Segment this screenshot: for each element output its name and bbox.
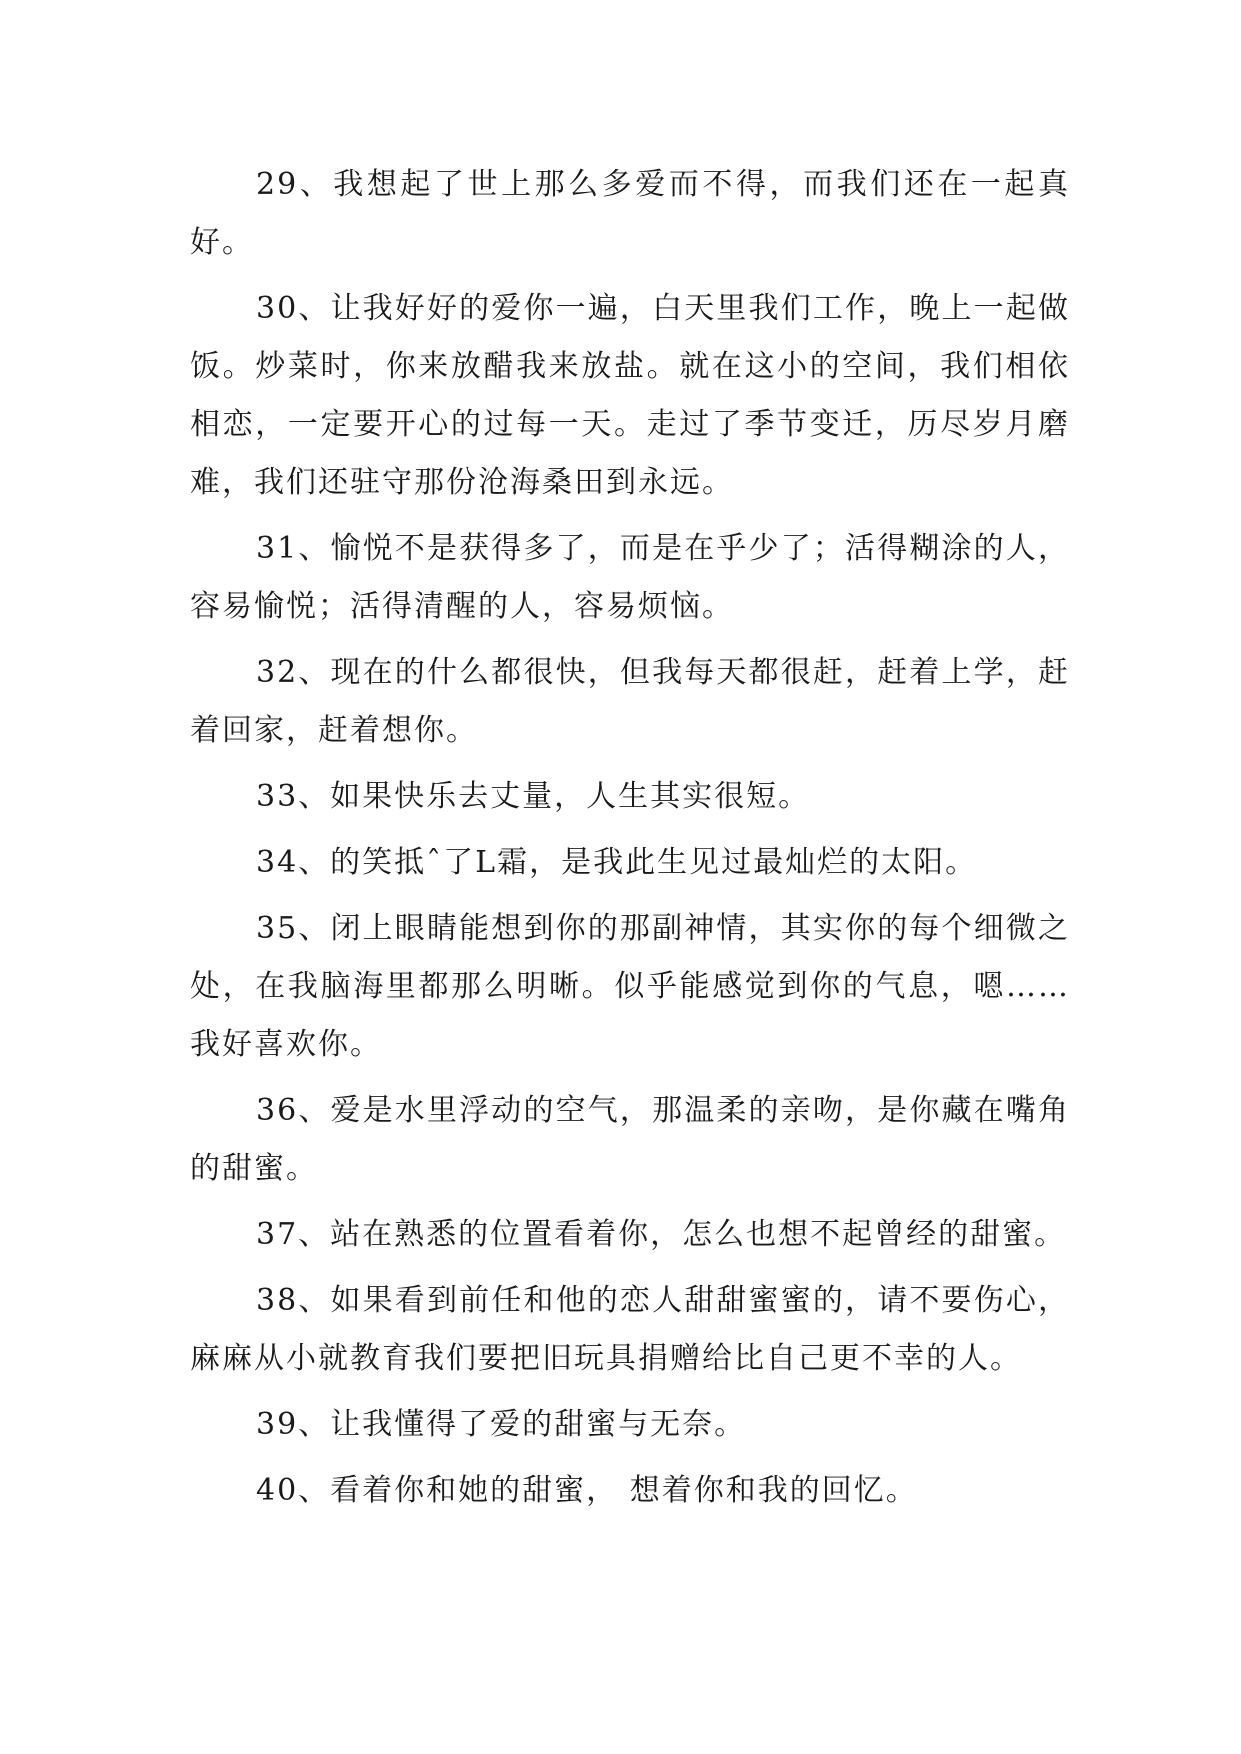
paragraph-39: 39、让我懂得了爱的甜蜜与无奈。 bbox=[256, 1407, 747, 1442]
paragraph-32: 32、现在的什么都很快，但我每天都很赶，赶着上学，赶着回家，赶着想你。 bbox=[190, 655, 1070, 748]
paragraph-33: 33、如果快乐去丈量，人生其实很短。 bbox=[256, 779, 811, 814]
paragraph-35: 35、闭上眼睛能想到你的那副神情，其实你的每个细微之处，在我脑海里都那么明晰。似乎能感觉到你的气息，嗯……我好喜欢你。 bbox=[190, 911, 1070, 1062]
paragraph-31: 31、愉悦不是获得多了，而是在乎少了；活得糊涂的人，容易愉悦；活得清醒的人，容易烦恼。 bbox=[190, 531, 1070, 624]
paragraph-34: 34、的笑抵ˆ了L霜，是我此生见过最灿烂的太阳。 bbox=[256, 845, 978, 880]
paragraph-37: 37、站在熟悉的位置看着你，怎么也想不起曾经的甜蜜。 bbox=[256, 1217, 1067, 1252]
paragraph-36: 36、爱是水里浮动的空气，那温柔的亲吻，是你藏在嘴角的甜蜜。 bbox=[190, 1093, 1070, 1186]
paragraph-30: 30、让我好好的爱你一遍，白天里我们工作，晚上一起做饭。炒菜时，你来放醋我来放盐。就在这小的空间，我们相依相恋，一定要开心的过每一天。走过了季节变迁，历尽岁月磨难，我们还驻守那份沧海桑田到永远。 bbox=[190, 291, 1070, 500]
document-body bbox=[190, 156, 1070, 1528]
paragraph-40: 40、看着你和她的甜蜜， 想着你和我的回忆。 bbox=[256, 1473, 918, 1508]
paragraph-29: 29、我想起了世上那么多爱而不得，而我们还在一起真好。 bbox=[190, 167, 1070, 260]
paragraph-38: 38、如果看到前任和他的恋人甜甜蜜蜜的，请不要伤心，麻麻从小就教育我们要把旧玩具捐赠给比自己更不幸的人。 bbox=[190, 1283, 1070, 1376]
